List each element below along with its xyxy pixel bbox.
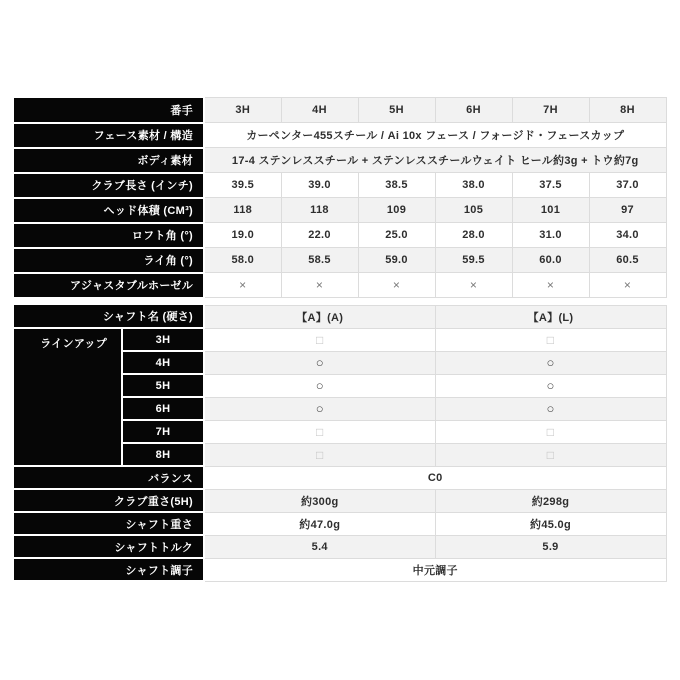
shaft-row-shaft-weight [14,512,666,535]
shaft-column-header-a: 【A】(A) [204,305,435,328]
club-length-8h: 37.0 [589,173,666,198]
row-label-adjustable-hosel: アジャスタブルホーゼル [14,273,204,298]
row-label-shaft-name: シャフト名 (硬さ) [14,305,204,328]
club-length-6h: 38.0 [435,173,512,198]
club-length-3h: 39.5 [204,173,281,198]
shaft-weight-l: 約45.0g [435,512,666,535]
torque-l: 5.9 [435,535,666,558]
column-header-4h: 4H [281,98,358,123]
balance-value: C0 [204,466,666,489]
row-label-face-material: フェース素材 / 構造 [14,123,204,148]
lineup-mark-7h-l: □ [435,420,666,443]
flex-point-value: 中元調子 [204,558,666,581]
spec-row-club-number [14,98,666,123]
lineup-mark-5h-a: ○ [204,374,435,397]
row-label-club-weight: クラブ重さ(5H) [14,489,204,512]
spec-row-lie-angle [14,248,666,273]
spec-tables-container [14,97,666,582]
loft-angle-3h: 19.0 [204,223,281,248]
column-header-5h: 5H [358,98,435,123]
face-material-value: カーペンター455スチール / Ai 10x フェース / フォージド・フェースカップ [204,123,666,148]
loft-angle-7h: 31.0 [512,223,589,248]
loft-angle-8h: 34.0 [589,223,666,248]
row-label-balance: バランス [14,466,204,489]
club-length-4h: 39.0 [281,173,358,198]
lineup-label-4h: 4H [122,351,204,374]
lineup-mark-6h-a: ○ [204,397,435,420]
row-label-shaft-weight: シャフト重さ [14,512,204,535]
head-volume-8h: 97 [589,198,666,223]
hosel-mark-7h: × [512,273,589,298]
row-label-lie-angle: ライ角 (°) [14,248,204,273]
row-label-head-volume: ヘッド体積 (CM³) [14,198,204,223]
body-material-value: 17-4 ステンレススチール + ステンレススチールウェイト ヒール約3g + トウ約7g [204,148,666,173]
lineup-mark-8h-a: □ [204,443,435,466]
lineup-mark-3h-l: □ [435,328,666,351]
club-weight-a: 約300g [204,489,435,512]
hosel-mark-6h: × [435,273,512,298]
lie-angle-8h: 60.5 [589,248,666,273]
head-volume-5h: 109 [358,198,435,223]
shaft-row-name [14,305,666,328]
hosel-mark-4h: × [281,273,358,298]
shaft-row-torque [14,535,666,558]
lineup-label-8h: 8H [122,443,204,466]
lineup-mark-5h-l: ○ [435,374,666,397]
lineup-label-3h: 3H [122,328,204,351]
row-label-loft-angle: ロフト角 (°) [14,223,204,248]
club-weight-l: 約298g [435,489,666,512]
lineup-mark-8h-l: □ [435,443,666,466]
shaft-row-club-weight [14,489,666,512]
lie-angle-6h: 59.5 [435,248,512,273]
lie-angle-5h: 59.0 [358,248,435,273]
spec-row-club-length [14,173,666,198]
shaft-row-flex-point [14,558,666,581]
column-header-3h: 3H [204,98,281,123]
club-length-7h: 37.5 [512,173,589,198]
row-label-torque: シャフトトルク [14,535,204,558]
loft-angle-4h: 22.0 [281,223,358,248]
head-volume-4h: 118 [281,198,358,223]
head-volume-7h: 101 [512,198,589,223]
spec-row-adjustable-hosel [14,273,666,298]
club-spec-table [14,97,667,299]
row-label-club-length: クラブ長さ (インチ) [14,173,204,198]
lineup-label-6h: 6H [122,397,204,420]
loft-angle-6h: 28.0 [435,223,512,248]
row-label-lineup: ラインアップ [14,328,122,466]
lie-angle-4h: 58.5 [281,248,358,273]
spec-row-head-volume [14,198,666,223]
row-label-flex-point: シャフト調子 [14,558,204,581]
lineup-label-5h: 5H [122,374,204,397]
head-volume-6h: 105 [435,198,512,223]
lineup-mark-6h-l: ○ [435,397,666,420]
lineup-mark-4h-a: ○ [204,351,435,374]
shaft-spec-table [14,305,667,583]
shaft-weight-a: 約47.0g [204,512,435,535]
column-header-8h: 8H [589,98,666,123]
lie-angle-7h: 60.0 [512,248,589,273]
hosel-mark-8h: × [589,273,666,298]
hosel-mark-5h: × [358,273,435,298]
shaft-column-header-l: 【A】(L) [435,305,666,328]
column-header-6h: 6H [435,98,512,123]
spec-row-loft-angle [14,223,666,248]
lineup-mark-3h-a: □ [204,328,435,351]
row-label-body-material: ボディ素材 [14,148,204,173]
lineup-mark-7h-a: □ [204,420,435,443]
torque-a: 5.4 [204,535,435,558]
spec-row-face-material [14,123,666,148]
spec-row-body-material [14,148,666,173]
lie-angle-3h: 58.0 [204,248,281,273]
row-label-club-number: 番手 [14,98,204,123]
loft-angle-5h: 25.0 [358,223,435,248]
lineup-label-7h: 7H [122,420,204,443]
head-volume-3h: 118 [204,198,281,223]
lineup-mark-4h-l: ○ [435,351,666,374]
column-header-7h: 7H [512,98,589,123]
hosel-mark-3h: × [204,273,281,298]
shaft-row-balance [14,466,666,489]
club-length-5h: 38.5 [358,173,435,198]
lineup-row-3h [14,328,666,351]
